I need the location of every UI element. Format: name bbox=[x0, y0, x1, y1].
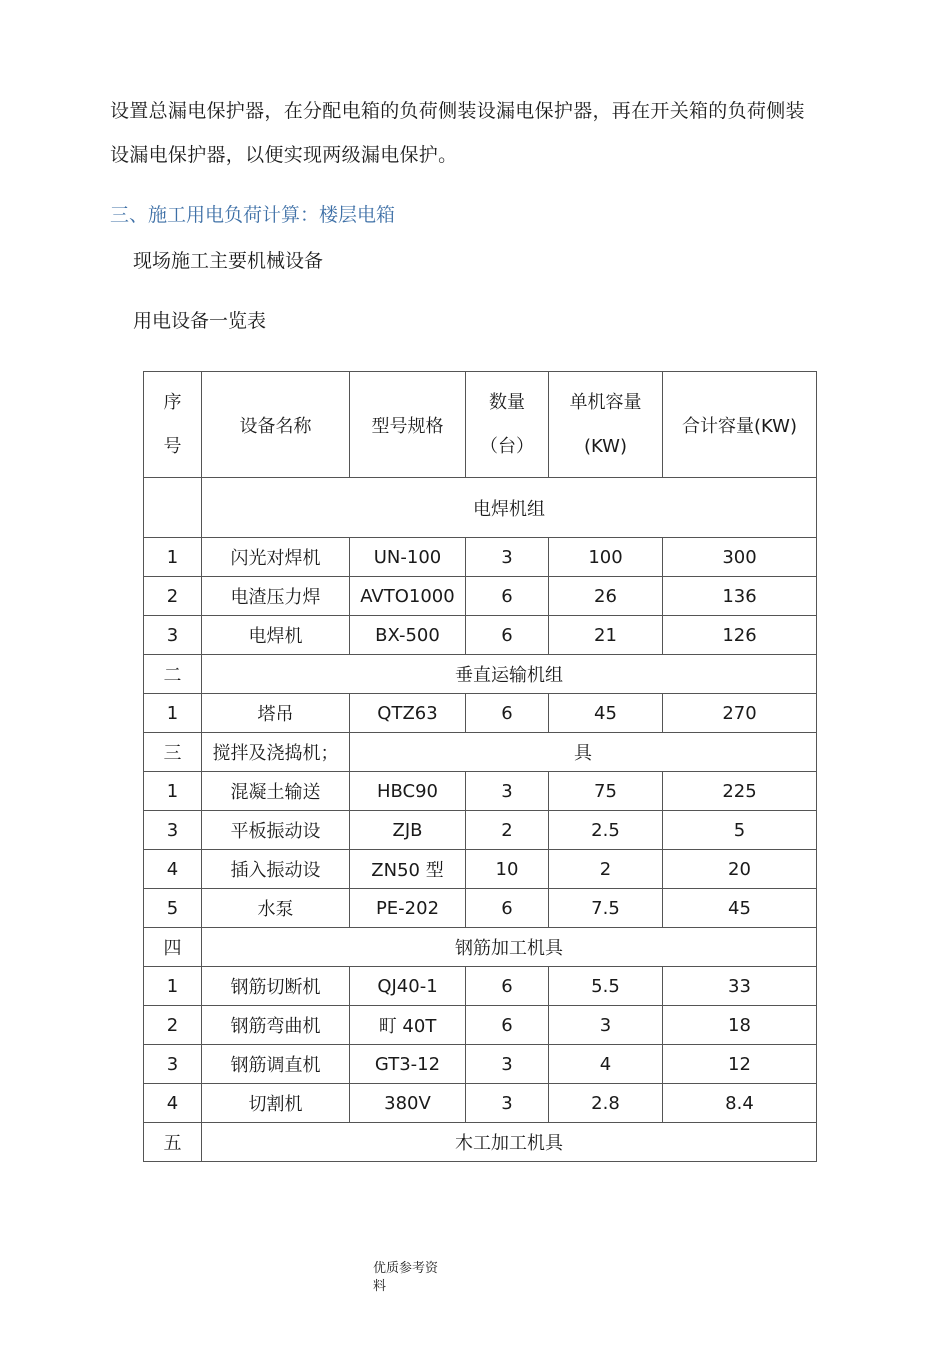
footer-note: 优质参考资 料 bbox=[373, 1261, 439, 1294]
group-number: 二 bbox=[144, 655, 202, 694]
table-row bbox=[144, 1006, 817, 1045]
table-row bbox=[144, 577, 817, 616]
header-no: 序 号 bbox=[144, 372, 202, 478]
cell-no: 5 bbox=[144, 889, 202, 928]
cell-qty: 3 bbox=[466, 538, 549, 577]
cell-model: BX-500 bbox=[350, 616, 466, 655]
header-unit-capacity: 单机容量 (KW) bbox=[549, 372, 663, 478]
intro-paragraph-line-2: 设漏电保护器，以便实现两级漏电保护。 bbox=[110, 144, 458, 166]
group-row bbox=[144, 1123, 817, 1162]
table-row bbox=[144, 772, 817, 811]
cell-no: 1 bbox=[144, 538, 202, 577]
header-model: 型号规格 bbox=[350, 372, 466, 478]
cell-qty: 6 bbox=[466, 577, 549, 616]
group-row bbox=[144, 733, 817, 772]
table-row bbox=[144, 811, 817, 850]
group-title: 钢筋加工机具 bbox=[202, 928, 817, 967]
cell-name: 闪光对焊机 bbox=[202, 538, 350, 577]
table-row bbox=[144, 889, 817, 928]
table-header-row bbox=[144, 372, 817, 478]
table-row bbox=[144, 616, 817, 655]
cell-model: AVTO1000 bbox=[350, 577, 466, 616]
group-title: 电焊机组 bbox=[202, 478, 817, 538]
group-number: 五 bbox=[144, 1123, 202, 1162]
cell-total-capacity: 20 bbox=[663, 850, 817, 889]
cell-qty: 6 bbox=[466, 889, 549, 928]
cell-total-capacity: 270 bbox=[663, 694, 817, 733]
table-row bbox=[144, 967, 817, 1006]
cell-unit-capacity: 2.5 bbox=[549, 811, 663, 850]
cell-name: 钢筋弯曲机 bbox=[202, 1006, 350, 1045]
table-row bbox=[144, 850, 817, 889]
cell-unit-capacity: 3 bbox=[549, 1006, 663, 1045]
cell-no: 1 bbox=[144, 694, 202, 733]
cell-total-capacity: 45 bbox=[663, 889, 817, 928]
group-number: 四 bbox=[144, 928, 202, 967]
cell-total-capacity: 225 bbox=[663, 772, 817, 811]
cell-total-capacity: 136 bbox=[663, 577, 817, 616]
equipment-table bbox=[143, 371, 817, 1162]
cell-no: 1 bbox=[144, 772, 202, 811]
group-row bbox=[144, 928, 817, 967]
cell-unit-capacity: 5.5 bbox=[549, 967, 663, 1006]
cell-model: 町 40T bbox=[350, 1006, 466, 1045]
cell-qty: 2 bbox=[466, 811, 549, 850]
cell-qty: 6 bbox=[466, 694, 549, 733]
cell-name: 水泵 bbox=[202, 889, 350, 928]
cell-qty: 6 bbox=[466, 967, 549, 1006]
cell-name: 插入振动设 bbox=[202, 850, 350, 889]
table-row bbox=[144, 1084, 817, 1123]
cell-unit-capacity: 2.8 bbox=[549, 1084, 663, 1123]
cell-unit-capacity: 2 bbox=[549, 850, 663, 889]
cell-qty: 6 bbox=[466, 1006, 549, 1045]
group-row bbox=[144, 655, 817, 694]
header-name: 设备名称 bbox=[202, 372, 350, 478]
group-number: 三 bbox=[144, 733, 202, 772]
cell-model: HBC90 bbox=[350, 772, 466, 811]
cell-name: 平板振动设 bbox=[202, 811, 350, 850]
cell-unit-capacity: 26 bbox=[549, 577, 663, 616]
subheading-equipment-list: 用电设备一览表 bbox=[133, 310, 267, 332]
cell-model: 380V bbox=[350, 1084, 466, 1123]
cell-model: ZJB bbox=[350, 811, 466, 850]
cell-model: PE-202 bbox=[350, 889, 466, 928]
cell-no: 3 bbox=[144, 1045, 202, 1084]
cell-model: QJ40-1 bbox=[350, 967, 466, 1006]
cell-qty: 10 bbox=[466, 850, 549, 889]
cell-unit-capacity: 7.5 bbox=[549, 889, 663, 928]
cell-no: 2 bbox=[144, 577, 202, 616]
group-title: 搅拌及浇捣机； bbox=[202, 733, 350, 772]
cell-name: 切割机 bbox=[202, 1084, 350, 1123]
cell-model: QTZ63 bbox=[350, 694, 466, 733]
table-row bbox=[144, 1045, 817, 1084]
cell-qty: 3 bbox=[466, 1084, 549, 1123]
group-title: 垂直运输机组 bbox=[202, 655, 817, 694]
cell-no: 3 bbox=[144, 616, 202, 655]
cell-model: ZN50 型 bbox=[350, 850, 466, 889]
subheading-machinery: 现场施工主要机械设备 bbox=[133, 250, 324, 272]
header-qty: 数量 （台） bbox=[466, 372, 549, 478]
cell-name: 塔吊 bbox=[202, 694, 350, 733]
group-title-tail: 具 bbox=[350, 733, 817, 772]
cell-no: 3 bbox=[144, 811, 202, 850]
cell-total-capacity: 300 bbox=[663, 538, 817, 577]
cell-name: 混凝土输送 bbox=[202, 772, 350, 811]
cell-unit-capacity: 21 bbox=[549, 616, 663, 655]
table-row bbox=[144, 538, 817, 577]
cell-name: 钢筋调直机 bbox=[202, 1045, 350, 1084]
cell-total-capacity: 18 bbox=[663, 1006, 817, 1045]
header-total-capacity: 合计容量(KW) bbox=[663, 372, 817, 478]
group-number bbox=[144, 478, 202, 538]
intro-paragraph-line-1: 设置总漏电保护器，在分配电箱的负荷侧装设漏电保护器，再在开关箱的负荷侧装 bbox=[110, 100, 805, 122]
cell-unit-capacity: 75 bbox=[549, 772, 663, 811]
cell-name: 钢筋切断机 bbox=[202, 967, 350, 1006]
table-row bbox=[144, 694, 817, 733]
cell-no: 4 bbox=[144, 850, 202, 889]
cell-total-capacity: 5 bbox=[663, 811, 817, 850]
cell-qty: 3 bbox=[466, 772, 549, 811]
cell-total-capacity: 126 bbox=[663, 616, 817, 655]
section-heading: 三、施工用电负荷计算：楼层电箱 bbox=[110, 204, 396, 226]
cell-model: UN-100 bbox=[350, 538, 466, 577]
cell-qty: 6 bbox=[466, 616, 549, 655]
cell-unit-capacity: 4 bbox=[549, 1045, 663, 1084]
cell-unit-capacity: 45 bbox=[549, 694, 663, 733]
cell-qty: 3 bbox=[466, 1045, 549, 1084]
cell-total-capacity: 8.4 bbox=[663, 1084, 817, 1123]
cell-name: 电焊机 bbox=[202, 616, 350, 655]
cell-no: 2 bbox=[144, 1006, 202, 1045]
cell-unit-capacity: 100 bbox=[549, 538, 663, 577]
group-title: 木工加工机具 bbox=[202, 1123, 817, 1162]
cell-no: 1 bbox=[144, 967, 202, 1006]
cell-no: 4 bbox=[144, 1084, 202, 1123]
cell-total-capacity: 33 bbox=[663, 967, 817, 1006]
cell-model: GT3-12 bbox=[350, 1045, 466, 1084]
cell-name: 电渣压力焊 bbox=[202, 577, 350, 616]
cell-total-capacity: 12 bbox=[663, 1045, 817, 1084]
group-row bbox=[144, 478, 817, 538]
